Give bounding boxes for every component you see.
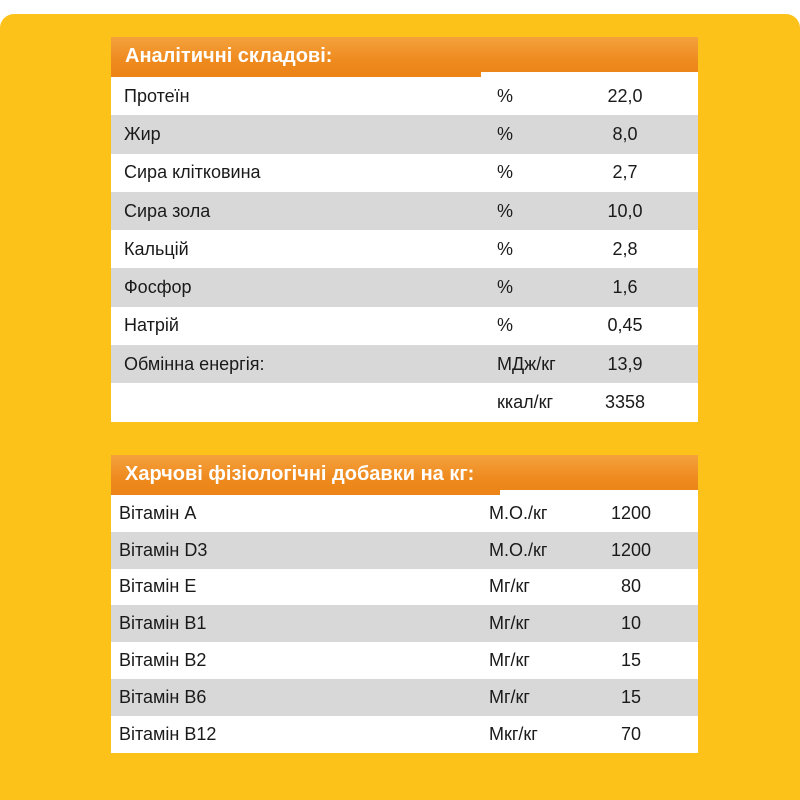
table-row	[111, 192, 698, 230]
analytical-components-title: Аналітичні складові:	[125, 45, 333, 67]
nutrient-unit: %	[497, 238, 514, 259]
nutrient-value: 3358	[604, 392, 646, 413]
nutrient-value: 2,8	[612, 238, 638, 259]
nutrient-name: Протеїн	[124, 85, 190, 106]
nutrient-name: Жир	[124, 123, 161, 144]
additive-name: Вітамін Е	[119, 576, 197, 597]
table-row	[111, 605, 698, 642]
nutrient-value: 0,45	[607, 315, 643, 336]
additive-unit: М.О./кг	[489, 539, 548, 560]
additive-value: 70	[620, 723, 642, 744]
nutrient-value: 22,0	[607, 85, 643, 106]
analytical-components-header	[111, 37, 698, 77]
additive-unit: Мг/кг	[489, 613, 531, 634]
table-row	[111, 230, 698, 268]
table-row	[111, 345, 698, 383]
nutrient-value: 1,6	[612, 277, 638, 298]
nutrient-value: 8,0	[612, 123, 638, 144]
table-row	[111, 383, 698, 421]
nutrient-unit: %	[497, 123, 514, 144]
additive-unit: Мг/кг	[489, 650, 531, 671]
additive-unit: Мг/кг	[489, 686, 531, 707]
additive-unit: Мг/кг	[489, 576, 531, 597]
nutrient-unit: МДж/кг	[497, 353, 556, 374]
table-row	[111, 268, 698, 306]
additive-unit: Мкг/кг	[489, 723, 538, 744]
nutrient-value: 10,0	[607, 200, 643, 221]
nutrient-unit: ккал/кг	[497, 392, 554, 413]
table-row	[111, 154, 698, 192]
additives-header	[111, 455, 698, 495]
additive-name: Вітамін В12	[119, 723, 217, 744]
nutrient-value: 13,9	[607, 353, 643, 374]
table-row	[111, 115, 698, 153]
additive-unit: М.О./кг	[489, 502, 548, 523]
additive-value: 1200	[610, 539, 652, 560]
nutrient-name: Натрій	[124, 315, 179, 336]
additive-value: 15	[620, 650, 642, 671]
additive-value: 15	[620, 686, 642, 707]
table-row	[111, 716, 698, 753]
table-row	[111, 77, 698, 115]
nutrient-unit: %	[497, 277, 514, 298]
additive-value: 80	[620, 576, 642, 597]
table-row	[111, 532, 698, 569]
nutrient-name: Кальцій	[124, 238, 189, 259]
table-row	[111, 642, 698, 679]
nutrient-unit: %	[497, 162, 514, 183]
additive-name: Вітамін В1	[119, 613, 207, 634]
nutrient-unit: %	[497, 85, 514, 106]
nutrient-name: Фосфор	[124, 277, 192, 298]
additives-title: Харчові фізіологічні добавки на кг:	[125, 463, 475, 485]
additive-name: Вітамін В6	[119, 686, 207, 707]
analytical-components-table	[111, 37, 698, 422]
table-row	[111, 569, 698, 606]
table-row	[111, 679, 698, 716]
additive-value: 1200	[610, 502, 652, 523]
nutrient-name: Сира клітковина	[124, 162, 261, 183]
nutrient-value: 2,7	[612, 162, 638, 183]
nutrient-name: Сира зола	[124, 200, 211, 221]
table-row	[111, 495, 698, 532]
additive-name: Вітамін D3	[119, 539, 208, 560]
table-row	[111, 307, 698, 345]
additive-name: Вітамін В2	[119, 650, 207, 671]
additive-name: Вітамін А	[119, 502, 197, 523]
nutrient-name: Обмінна енергія:	[124, 353, 265, 374]
nutrient-unit: %	[497, 315, 514, 336]
additives-table	[111, 455, 698, 753]
nutrient-unit: %	[497, 200, 514, 221]
additive-value: 10	[620, 613, 642, 634]
